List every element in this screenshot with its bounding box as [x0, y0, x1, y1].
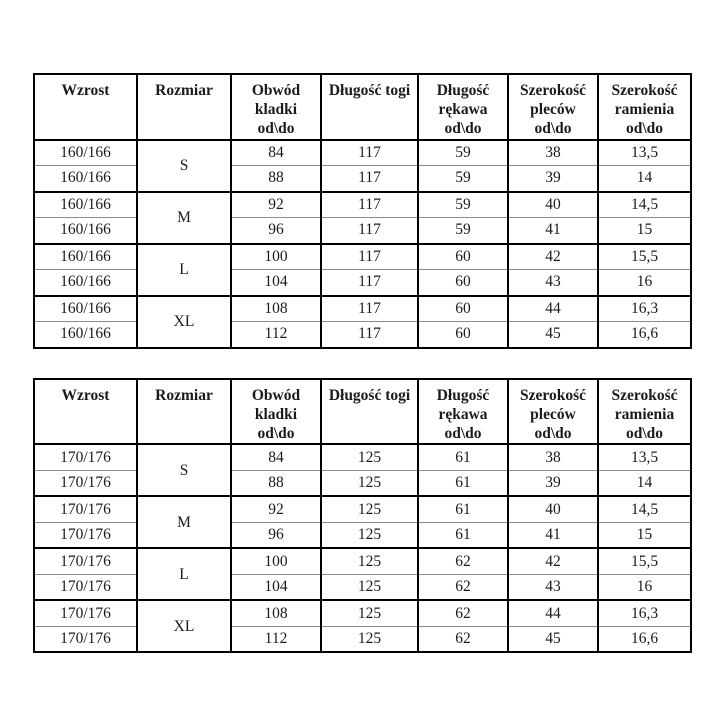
height-cell: 160/166: [34, 166, 137, 192]
height-cell: 160/166: [34, 192, 137, 218]
column-header-line: od\do: [534, 120, 572, 138]
data-cell: 13,5: [598, 140, 691, 166]
data-cell: 16,3: [598, 296, 691, 322]
height-cell: 170/176: [34, 600, 137, 626]
column-header: [598, 379, 691, 445]
data-cell: 40: [508, 496, 598, 522]
table-body: [34, 444, 691, 652]
table-body: [34, 140, 691, 348]
data-cell: 117: [321, 296, 418, 322]
data-cell: 92: [231, 496, 321, 522]
data-cell: 117: [321, 244, 418, 270]
data-cell: 15,5: [598, 244, 691, 270]
data-cell: 39: [508, 166, 598, 192]
column-header-line: Obwód: [251, 82, 301, 99]
data-cell: 112: [231, 322, 321, 348]
column-header-line: Długość: [436, 386, 490, 404]
column-header: [418, 379, 508, 445]
data-cell: 60: [418, 296, 508, 322]
data-cell: 41: [508, 522, 598, 548]
column-header: [137, 379, 231, 445]
column-header: [231, 379, 321, 445]
size-cell: S: [137, 140, 231, 192]
data-cell: 15: [598, 218, 691, 244]
table-row: [34, 218, 691, 244]
data-cell: 14,5: [598, 496, 691, 522]
data-cell: 100: [231, 548, 321, 574]
column-header-line: od\do: [444, 425, 482, 443]
column-header-line: Wzrost: [61, 82, 110, 99]
data-cell: 88: [231, 166, 321, 192]
table-row: [34, 626, 691, 652]
data-cell: 42: [508, 244, 598, 270]
data-cell: 16,6: [598, 322, 691, 348]
column-header: [34, 74, 137, 140]
data-cell: 117: [321, 140, 418, 166]
data-cell: 62: [418, 548, 508, 574]
data-cell: 40: [508, 192, 598, 218]
data-cell: 60: [418, 270, 508, 296]
data-cell: 44: [508, 600, 598, 626]
table-row: [34, 444, 691, 470]
data-cell: 117: [321, 322, 418, 348]
data-cell: 61: [418, 522, 508, 548]
data-cell: 125: [321, 574, 418, 600]
data-cell: 59: [418, 166, 508, 192]
table-row: [34, 496, 691, 522]
data-cell: 44: [508, 296, 598, 322]
column-header-line: Szerokość: [519, 82, 586, 99]
data-cell: 125: [321, 600, 418, 626]
data-cell: 60: [418, 322, 508, 348]
height-cell: 170/176: [34, 626, 137, 652]
data-cell: 43: [508, 270, 598, 296]
table-row: [34, 522, 691, 548]
data-cell: 16,6: [598, 626, 691, 652]
data-cell: 16: [598, 574, 691, 600]
column-header-line: Długość togi: [328, 386, 411, 404]
column-header-line: kladki: [254, 405, 298, 423]
data-cell: 15,5: [598, 548, 691, 574]
data-cell: 43: [508, 574, 598, 600]
column-header-line: pleców: [530, 405, 576, 423]
column-header-line: Szerokość: [611, 82, 678, 99]
column-header-line: pleców: [530, 101, 576, 119]
column-header-line: Rozmiar: [155, 386, 213, 404]
size-cell: L: [137, 244, 231, 296]
size-chart-table-170-176: [33, 378, 692, 654]
column-header: [231, 74, 321, 140]
data-cell: 61: [418, 444, 508, 470]
header-row: [34, 74, 691, 140]
height-cell: 170/176: [34, 470, 137, 496]
column-header: [418, 74, 508, 140]
data-cell: 16: [598, 270, 691, 296]
table-row: [34, 244, 691, 270]
table-row: [34, 296, 691, 322]
column-header: [137, 74, 231, 140]
data-cell: 104: [231, 270, 321, 296]
data-cell: 112: [231, 626, 321, 652]
data-cell: 108: [231, 600, 321, 626]
tables-area: [33, 73, 692, 653]
data-cell: 38: [508, 444, 598, 470]
table-row: [34, 600, 691, 626]
data-cell: 61: [418, 470, 508, 496]
column-header-line: Wzrost: [61, 386, 110, 404]
table-row: [34, 166, 691, 192]
size-cell: M: [137, 192, 231, 244]
data-cell: 100: [231, 244, 321, 270]
data-cell: 13,5: [598, 444, 691, 470]
data-cell: 125: [321, 626, 418, 652]
column-header-line: rękawa: [438, 101, 488, 119]
column-header-line: ramienia: [614, 101, 675, 119]
column-header-line: od\do: [625, 425, 664, 443]
data-cell: 84: [231, 444, 321, 470]
data-cell: 117: [321, 270, 418, 296]
data-cell: 96: [231, 522, 321, 548]
height-cell: 160/166: [34, 244, 137, 270]
data-cell: 59: [418, 192, 508, 218]
data-cell: 59: [418, 140, 508, 166]
data-cell: 84: [231, 140, 321, 166]
data-cell: 117: [321, 218, 418, 244]
data-cell: 60: [418, 244, 508, 270]
data-cell: 108: [231, 296, 321, 322]
table-row: [34, 322, 691, 348]
column-header-line: Długość togi: [328, 82, 411, 99]
data-cell: 15: [598, 522, 691, 548]
data-cell: 14,5: [598, 192, 691, 218]
size-cell: S: [137, 444, 231, 496]
data-cell: 125: [321, 522, 418, 548]
size-cell: XL: [137, 296, 231, 348]
data-cell: 38: [508, 140, 598, 166]
column-header-line: Obwód: [251, 386, 301, 404]
data-cell: 125: [321, 496, 418, 522]
size-cell: XL: [137, 600, 231, 652]
column-header-line: od\do: [257, 120, 295, 138]
data-cell: 88: [231, 470, 321, 496]
table-row: [34, 192, 691, 218]
column-header-line: Szerokość: [519, 386, 586, 404]
data-cell: 117: [321, 192, 418, 218]
data-cell: 125: [321, 548, 418, 574]
data-cell: 62: [418, 626, 508, 652]
data-cell: 61: [418, 496, 508, 522]
height-cell: 160/166: [34, 296, 137, 322]
data-cell: 42: [508, 548, 598, 574]
column-header-line: ramienia: [614, 405, 675, 423]
height-cell: 170/176: [34, 496, 137, 522]
data-cell: 104: [231, 574, 321, 600]
data-cell: 62: [418, 574, 508, 600]
data-cell: 62: [418, 600, 508, 626]
table-row: [34, 270, 691, 296]
column-header: [598, 74, 691, 140]
column-header-line: od\do: [444, 120, 482, 138]
data-cell: 14: [598, 166, 691, 192]
height-cell: 160/166: [34, 140, 137, 166]
column-header-line: od\do: [257, 425, 295, 443]
column-header-line: od\do: [625, 120, 664, 138]
data-cell: 16,3: [598, 600, 691, 626]
column-header-line: Rozmiar: [155, 82, 213, 99]
table-row: [34, 140, 691, 166]
height-cell: 170/176: [34, 574, 137, 600]
height-cell: 170/176: [34, 548, 137, 574]
column-header-line: kladki: [254, 101, 298, 119]
data-cell: 96: [231, 218, 321, 244]
table-row: [34, 470, 691, 496]
height-cell: 170/176: [34, 444, 137, 470]
height-cell: 160/166: [34, 322, 137, 348]
column-header-line: od\do: [534, 425, 572, 443]
size-chart-table-160-166: [33, 73, 692, 349]
column-header: [508, 74, 598, 140]
table-row: [34, 548, 691, 574]
data-cell: 14: [598, 470, 691, 496]
column-header: [321, 379, 418, 445]
data-cell: 45: [508, 626, 598, 652]
column-header: [508, 379, 598, 445]
column-header: [321, 74, 418, 140]
size-cell: L: [137, 548, 231, 600]
data-cell: 117: [321, 166, 418, 192]
data-cell: 125: [321, 444, 418, 470]
height-cell: 160/166: [34, 270, 137, 296]
table-row: [34, 574, 691, 600]
column-header-line: Długość: [436, 82, 490, 99]
data-cell: 45: [508, 322, 598, 348]
height-cell: 160/166: [34, 218, 137, 244]
data-cell: 41: [508, 218, 598, 244]
size-cell: M: [137, 496, 231, 548]
data-cell: 92: [231, 192, 321, 218]
height-cell: 170/176: [34, 522, 137, 548]
column-header-line: rękawa: [438, 405, 488, 423]
data-cell: 125: [321, 470, 418, 496]
column-header: [34, 379, 137, 445]
header-row: [34, 379, 691, 445]
data-cell: 59: [418, 218, 508, 244]
data-cell: 39: [508, 470, 598, 496]
column-header-line: Szerokość: [611, 386, 678, 404]
